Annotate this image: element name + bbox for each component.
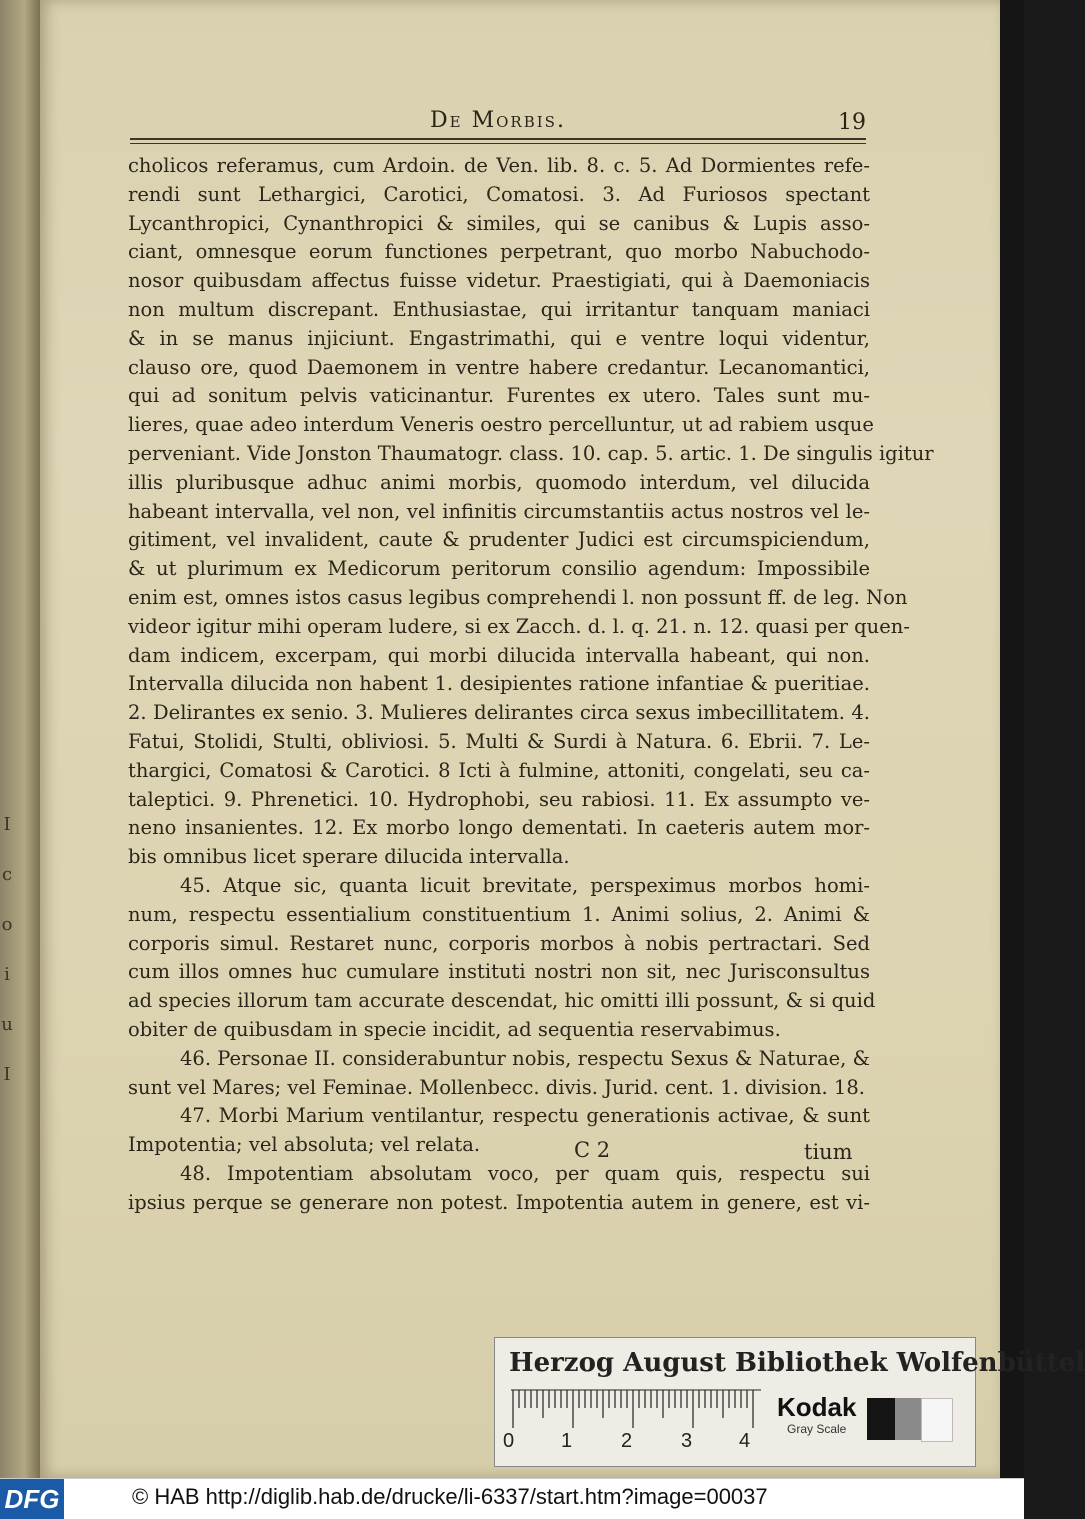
text-line: ipsius perque se generare non potest. Impotentia autem in genere, est vi- [128, 1190, 870, 1214]
prev-letter: o [1, 914, 13, 935]
text-line: clauso ore, quod Daemonem in ventre habere credantur. Lecanomantici, [128, 355, 870, 379]
gray-swatch-black [867, 1398, 895, 1440]
text-line: 48. Impotentiam absolutam voco, per quam quis, respectu sui [180, 1161, 870, 1185]
book-page [40, 0, 1000, 1478]
text-line: nosor quibusdam affectus fuisse videtur. Praestigiati, qui à Daemoniacis [128, 269, 870, 293]
gray-swatch-mid [895, 1398, 921, 1440]
text-line: bis omnibus licet sperare dilucida intervalla. [128, 845, 570, 869]
text-line: 47. Morbi Marium ventilantur, respectu generationis activae, & sunt [180, 1104, 870, 1128]
text-line: illis pluribusque adhuc animi morbis, quomodo interdum, vel dilucida [128, 470, 870, 494]
text-line: ad species illorum tam accurate descendat, hic omitti illi possunt, & si quid [128, 989, 876, 1013]
text-line: 2. Delirantes ex senio. 3. Mulieres delirantes circa sexus imbecillitatem. 4. [128, 701, 870, 725]
text-line: taleptici. 9. Phrenetici. 10. Hydrophobi, seu rabiosi. 11. Ex assumpto ve- [128, 787, 870, 811]
text-line: Fatui, Stolidi, Stulti, obliviosi. 5. Multi & Surdi à Natura. 6. Ebrii. 7. Le- [128, 729, 870, 753]
text-line: 45. Atque sic, quanta licuit brevitate, perspeximus morbos homi- [180, 873, 870, 897]
text-line: dam indicem, excerpam, qui morbi dilucida intervalla habeant, qui non. [128, 643, 870, 667]
ruler-label: 1 [561, 1430, 573, 1452]
gray-swatch-white [921, 1398, 953, 1442]
text-line: Impotentia; vel absoluta; vel relata. [128, 1133, 481, 1157]
body-text [128, 152, 934, 1217]
prev-letter: c [1, 864, 13, 885]
dfg-logo[interactable]: DFG [0, 1479, 64, 1519]
text-line: 46. Personae II. considerabuntur nobis, respectu Sexus & Naturae, & [180, 1046, 870, 1070]
prev-letter: I [3, 1064, 11, 1085]
copyright-link[interactable]: © HAB http://diglib.hab.de/drucke/li-6337/start.htm?image=00037 [132, 1484, 768, 1509]
text-line: lieres, quae adeo interdum Veneris oestro percelluntur, ut ad rabiem usque [128, 413, 874, 437]
prev-letter: i [4, 964, 10, 985]
text-line: enim est, omnes istos casus legibus comprehendi l. non possunt ff. de leg. Non [128, 585, 908, 609]
text-line: & ut plurimum ex Medicorum peritorum consilio agendum: Impossibile [128, 557, 870, 581]
prev-letter: u [1, 1014, 13, 1035]
header-rule [130, 138, 866, 144]
ruler-label: 0 [503, 1430, 515, 1452]
signature-mark: C 2 [574, 1138, 611, 1162]
text-line: neno insanientes. 12. Ex morbo longo dementati. In caeteris autem mor- [128, 816, 870, 840]
text-line: habeant intervalla, vel non, vel infinitis circumstantiis actus nostros vel le- [128, 499, 870, 523]
text-line: obiter de quibusdam in specie incidit, ad sequentia reservabimus. [128, 1017, 781, 1041]
text-line: rendi sunt Lethargici, Carotici, Comatosi. 3. Ad Furiosos spectant [128, 182, 870, 206]
previous-page-letters [0, 800, 14, 1100]
text-line: Intervalla dilucida non habent 1. desipientes ratione infantiae & pueritiae. [128, 672, 870, 696]
text-line: qui ad sonitum pelvis vaticinantur. Furentes ex utero. Tales sunt mu- [128, 384, 870, 408]
previous-page-edge [0, 0, 44, 1478]
kodak-logo: Kodak [777, 1392, 857, 1422]
text-line: gitiment, vel invalident, caute & prudenter Judici est circumspiciendum, [128, 528, 870, 552]
ruler-scale [511, 1390, 761, 1430]
ruler-label: 3 [681, 1430, 693, 1452]
footer-bar [0, 1478, 1024, 1519]
text-line: perveniant. Vide Jonston Thaumatogr. class. 10. cap. 5. artic. 1. De singulis igitur [128, 441, 934, 465]
page-number: 19 [838, 110, 866, 135]
text-line: cum illos omnes huc cumulare instituti nostri non sit, nec Jurisconsultus [128, 960, 870, 984]
text-line: & in se manus injiciunt. Engastrimathi, qui e ventre loqui videntur, [128, 326, 870, 350]
grayscale-label: Gray Scale [787, 1422, 847, 1436]
card-title: Herzog August Bibliothek Wolfenbüttel [509, 1348, 1085, 1378]
text-line: non multum discrepant. Enthusiastae, qui irritantur tanquam maniaci [128, 297, 870, 321]
running-header [130, 108, 866, 148]
text-line: cholicos referamus, cum Ardoin. de Ven. lib. 8. c. 5. Ad Dormientes refe- [128, 154, 870, 177]
text-line: ciant, omnesque eorum functiones perpetrant, quo morbo Nabuchodo- [128, 240, 870, 264]
text-line: corporis simul. Restaret nunc, corporis morbos à nobis pertractari. Sed [128, 931, 870, 955]
text-line: sunt vel Mares; vel Feminae. Mollenbecc. divis. Jurid. cent. 1. division. 18. [128, 1075, 865, 1099]
prev-letter: I [3, 814, 11, 835]
ruler-label: 2 [621, 1430, 633, 1452]
ruler-label: 4 [739, 1430, 751, 1452]
running-title: De Morbis. [430, 108, 566, 133]
text-line: videor igitur mihi operam ludere, si ex Zacch. d. l. q. 21. n. 12. quasi per quen- [128, 614, 910, 638]
text-line: thargici, Comatosi & Carotici. 8 Icti à fulmine, attoniti, congelati, seu ca- [128, 758, 870, 782]
text-line: Lycanthropici, Cynanthropici & similes, qui se canibus & Lupis asso- [128, 211, 870, 235]
text-line: num, respectu essentialium constituentium 1. Animi solius, 2. Animi & [128, 902, 870, 926]
catchword: tium [804, 1140, 853, 1164]
color-calibration-card [494, 1337, 1085, 1467]
